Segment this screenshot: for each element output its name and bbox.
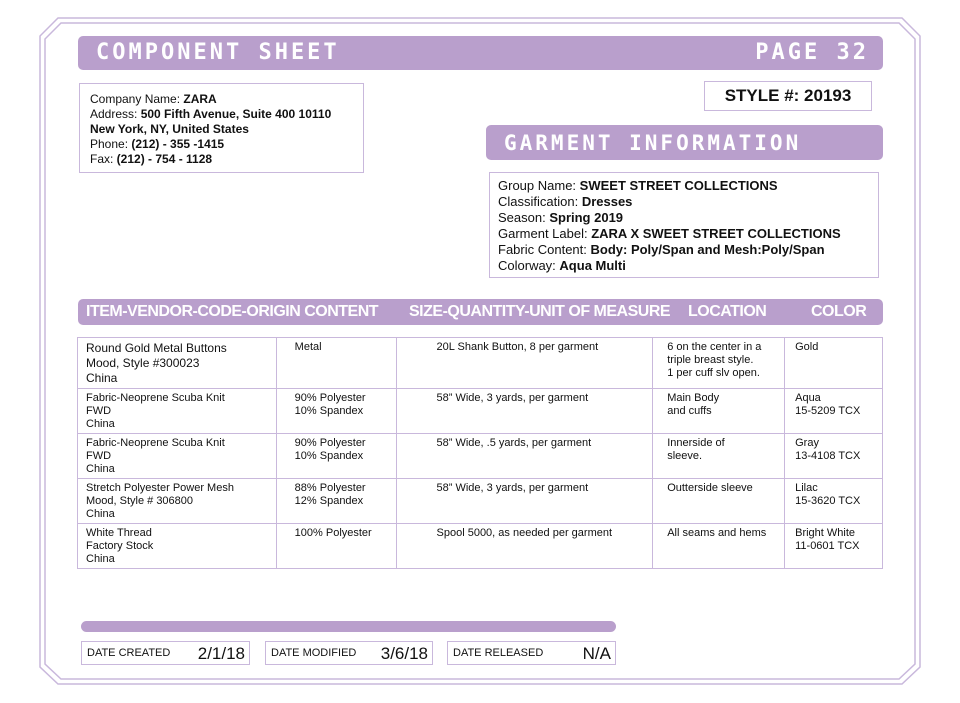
item-cell <box>78 434 277 479</box>
colorway: Aqua Multi <box>559 258 626 273</box>
item-cell-line: Factory Stock <box>86 540 154 552</box>
content-cell-line: 12% Spandex <box>294 495 364 507</box>
footer-bar <box>81 621 616 632</box>
date-released-label: DATE RELEASED <box>453 647 544 659</box>
date-created: 2/1/18 <box>197 644 245 663</box>
date-modified-box <box>265 641 433 665</box>
color-cell-line: 13-4108 TCX <box>795 450 861 462</box>
size-cell <box>396 434 653 479</box>
table-row <box>78 479 883 524</box>
page-number: PAGE 32 <box>755 40 869 65</box>
color-cell-line: Lilac <box>795 482 818 494</box>
group-name: SWEET STREET COLLECTIONS <box>579 178 778 193</box>
components-table <box>77 337 883 569</box>
size-cell <box>396 524 653 569</box>
location-cell-line: Innerside of <box>667 437 725 449</box>
content-cell-line: Metal <box>294 341 322 353</box>
table-row <box>78 524 883 569</box>
size-cell-line: 20L Shank Button, 8 per garment <box>436 341 599 353</box>
location-cell-line: All seams and hems <box>667 527 767 539</box>
size-cell-line: 58” Wide, .5 yards, per garment <box>436 437 592 449</box>
location-cell-line: 1 per cuff slv open. <box>667 367 760 379</box>
address-label: Address: <box>90 107 141 121</box>
color-cell-line: Gold <box>795 341 819 353</box>
item-cell <box>78 389 277 434</box>
table-header <box>78 299 883 325</box>
header-item: ITEM-VENDOR-CODE-ORIGIN CONTENT <box>86 303 379 320</box>
content-cell <box>276 479 396 524</box>
item-cell-line: China <box>86 463 115 475</box>
item-cell-line: FWD <box>86 405 112 417</box>
location-cell <box>653 338 785 389</box>
address-line1: 500 Fifth Avenue, Suite 400 10110 <box>140 107 332 121</box>
content-cell <box>276 338 396 389</box>
size-cell-line: Spool 5000, as needed per garment <box>436 527 613 539</box>
header-location: LOCATION <box>688 303 767 320</box>
item-cell-line: Fabric-Neoprene Scuba Knit <box>86 437 225 449</box>
color-cell <box>785 389 883 434</box>
date-created-box <box>81 641 250 665</box>
phone-label: Phone: <box>90 137 132 151</box>
item-cell <box>78 524 277 569</box>
fax-label: Fax: <box>90 152 117 166</box>
header-banner <box>78 36 883 70</box>
content-cell <box>276 389 396 434</box>
color-cell-line: Aqua <box>795 392 821 404</box>
location-cell <box>653 434 785 479</box>
address-line2: New York, NY, United States <box>90 122 249 136</box>
content-cell-line: 90% Polyester <box>294 392 366 404</box>
table-row <box>78 338 883 389</box>
item-cell-line: China <box>86 371 118 385</box>
fabric-content: Body: Poly/Span and Mesh:Poly/Span <box>590 242 825 257</box>
table-row <box>78 434 883 479</box>
garment-info-title: GARMENT INFORMATION <box>504 131 802 155</box>
color-cell <box>785 479 883 524</box>
size-cell-line: 58” Wide, 3 yards, per garment <box>436 482 589 494</box>
garment-label: ZARA X SWEET STREET COLLECTIONS <box>591 226 841 241</box>
fabric-label: Fabric Content: <box>498 242 591 257</box>
item-cell-line: China <box>86 553 115 565</box>
header-size: SIZE-QUANTITY-UNIT OF MEASURE <box>409 303 671 320</box>
item-cell-line: Mood, Style # 306800 <box>86 495 194 507</box>
color-cell-line: Bright White <box>795 527 856 539</box>
size-cell <box>396 389 653 434</box>
colorway-label: Colorway: <box>498 258 560 273</box>
date-released: N/A <box>582 644 611 663</box>
content-cell-line: 90% Polyester <box>294 437 366 449</box>
date-modified: 3/6/18 <box>380 644 428 663</box>
color-cell <box>785 434 883 479</box>
sheet-title: COMPONENT SHEET <box>96 40 340 65</box>
color-cell-line: 15-5209 TCX <box>795 405 861 417</box>
color-cell-line: Gray <box>795 437 819 449</box>
location-cell <box>653 524 785 569</box>
company-name: ZARA <box>183 92 217 106</box>
color-cell-line: 11-0601 TCX <box>795 540 860 552</box>
size-cell <box>396 338 653 389</box>
style-number: STYLE #: 20193 <box>704 81 872 111</box>
content-cell <box>276 524 396 569</box>
item-cell-line: FWD <box>86 450 112 462</box>
garment-info <box>489 172 879 278</box>
content-cell-line: 88% Polyester <box>294 482 366 494</box>
location-cell-line: 6 on the center in a <box>667 341 762 353</box>
company-info <box>79 83 364 173</box>
content-cell-line: 100% Polyester <box>294 527 372 539</box>
date-modified-label: DATE MODIFIED <box>271 647 357 659</box>
season: Spring 2019 <box>549 210 624 225</box>
size-cell <box>396 479 653 524</box>
color-cell-line: 15-3620 TCX <box>795 495 861 507</box>
location-cell <box>653 389 785 434</box>
content-cell-line: 10% Spandex <box>294 405 364 417</box>
location-cell-line: Outterside sleeve <box>667 482 753 494</box>
item-cell-line: China <box>86 418 115 430</box>
season-label: Season: <box>498 210 550 225</box>
item-cell-line: China <box>86 508 115 520</box>
item-cell-line: White Thread <box>86 527 152 539</box>
color-cell <box>785 524 883 569</box>
item-cell <box>78 338 277 389</box>
location-cell <box>653 479 785 524</box>
location-cell-line: Main Body <box>667 392 720 404</box>
size-cell-line: 58” Wide, 3 yards, per garment <box>436 392 589 404</box>
garment-label-label: Garment Label: <box>498 226 592 241</box>
location-cell-line: and cuffs <box>667 405 712 417</box>
garment-info-banner <box>486 125 883 160</box>
item-cell-line: Round Gold Metal Buttons <box>86 341 227 355</box>
item-cell-line: Fabric-Neoprene Scuba Knit <box>86 392 225 404</box>
header-color: COLOR <box>811 303 867 320</box>
date-released-box <box>447 641 616 665</box>
item-cell <box>78 479 277 524</box>
color-cell <box>785 338 883 389</box>
phone: (212) - 355 -1415 <box>131 137 225 151</box>
table-row <box>78 389 883 434</box>
location-cell-line: sleeve. <box>667 450 703 462</box>
location-cell-line: triple breast style. <box>667 354 754 366</box>
item-cell-line: Stretch Polyester Power Mesh <box>86 482 234 494</box>
classification-label: Classification: <box>498 194 582 209</box>
group-label: Group Name: <box>498 178 580 193</box>
item-cell-line: Mood, Style #300023 <box>86 356 200 370</box>
fax: (212) - 754 - 1128 <box>116 152 213 166</box>
classification: Dresses <box>581 194 633 209</box>
company-name-label: Company Name: <box>90 92 184 106</box>
content-cell <box>276 434 396 479</box>
date-created-label: DATE CREATED <box>87 647 171 659</box>
content-cell-line: 10% Spandex <box>294 450 364 462</box>
